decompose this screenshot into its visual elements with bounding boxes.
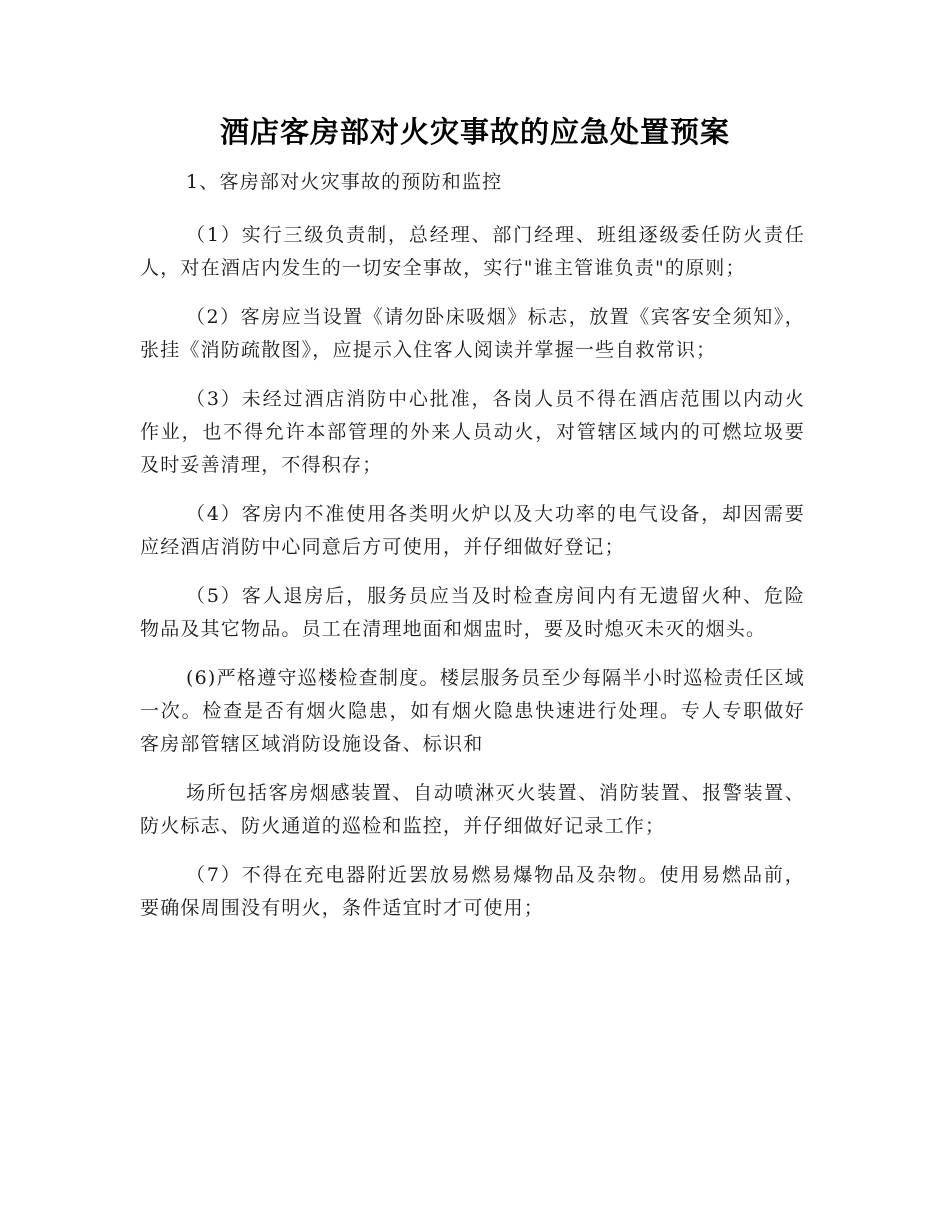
paragraph-2: （2）客房应当设置《请勿卧床吸烟》标志，放置《宾客安全须知》，张挂《消防疏散图》，应提示入住客人阅读并掌握一些自救常识；	[140, 306, 805, 361]
document-body	[140, 166, 805, 941]
section-heading: 1、客房部对火灾事故的预防和监控	[186, 171, 503, 193]
paragraph-5: （5）客人退房后，服务员应当及时检查房间内有无遗留火种、危险物品及其它物品。员工在清理地面和烟盅时，要及时熄灭未灭的烟头。	[140, 585, 805, 640]
paragraph-7: （7）不得在充电器附近罢放易燃易爆物品及杂物。使用易燃品前，要确保周围没有明火，条件适宜时才可使用；	[140, 864, 805, 919]
paragraph-4: （4）客房内不准使用各类明火炉以及大功率的电气设备，却因需要应经酒店消防中心同意后方可使用，并仔细做好登记；	[140, 503, 805, 558]
paragraph-6-continued: 场所包括客房烟感装置、自动喷淋灭火装置、消防装置、报警装置、防火标志、防火通道的巡检和监控，并仔细做好记录工作；	[140, 782, 805, 837]
document-title: 酒店客房部对火灾事故的应急处置预案	[219, 115, 730, 149]
paragraph-1: （1）实行三级负责制，总经理、部门经理、班组逐级委任防火责任人，对在酒店内发生的一切安全事故，实行"谁主管谁负责"的原则；	[140, 224, 805, 279]
paragraph-6: (6)严格遵守巡楼检查制度。楼层服务员至少每隔半小时巡检责任区域一次。检查是否有烟火隐患，如有烟火隐患快速进行处理。专人专职做好客房部管辖区域消防设施设备、标识和	[140, 667, 805, 755]
paragraph-3: （3）未经过酒店消防中心批准，各岗人员不得在酒店范围以内动火作业，也不得允许本部管理的外来人员动火，对管辖区域内的可燃垃圾要及时妥善清理，不得积存；	[140, 388, 805, 476]
